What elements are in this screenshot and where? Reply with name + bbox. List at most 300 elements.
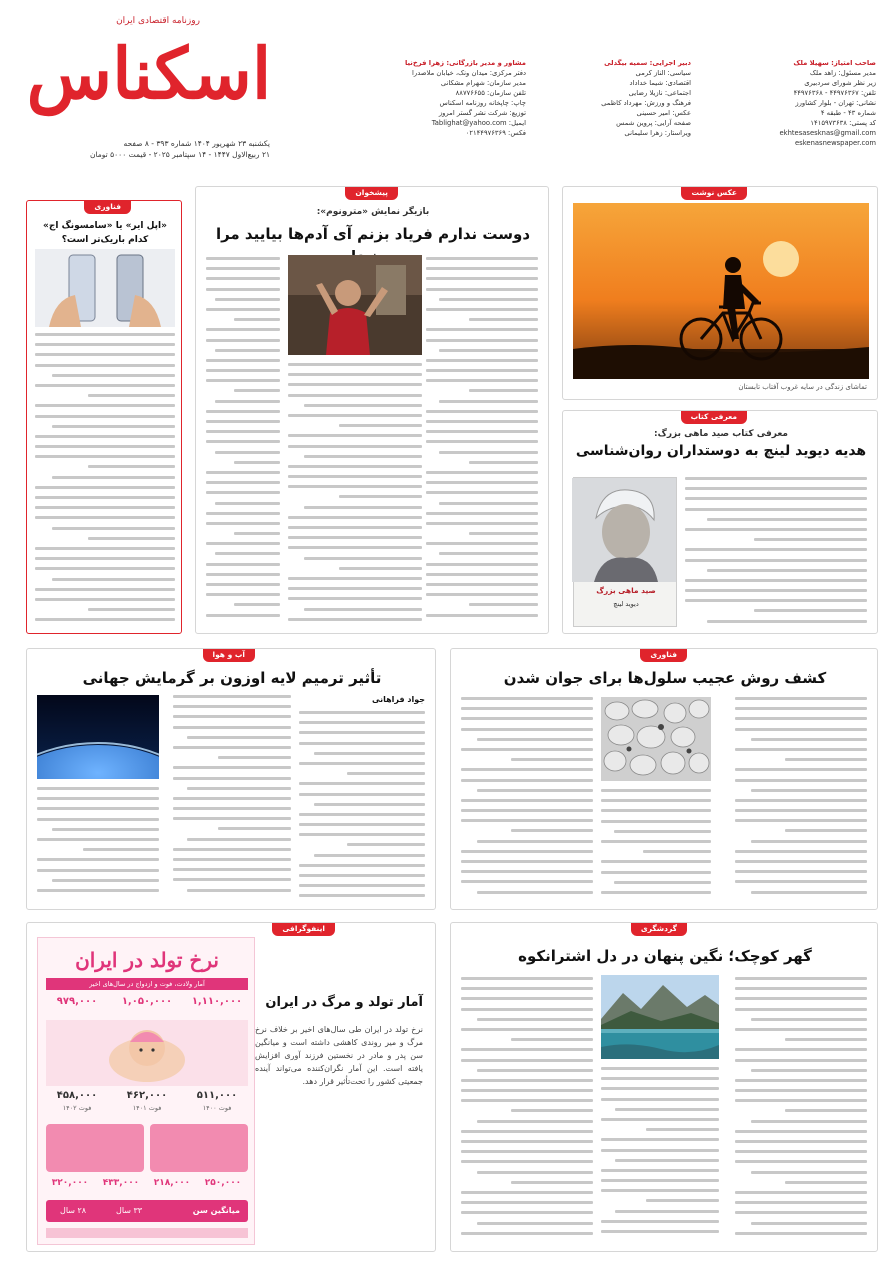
section-tag: فناوری — [640, 648, 687, 662]
book-cover — [573, 477, 677, 627]
text-line — [339, 495, 422, 498]
article-headline: «اپل ایر» یا «سامسونگ اج» کدام باریک‌تر است؟ — [43, 221, 167, 245]
text-line — [288, 363, 422, 366]
photo-article — [562, 186, 878, 400]
info-card — [46, 1124, 144, 1172]
text-line — [751, 1120, 867, 1123]
text-line — [52, 527, 175, 530]
text-line — [299, 782, 425, 785]
article-kicker: معرفی کتاب صید ماهی بزرگ: — [654, 429, 788, 439]
text-line — [461, 987, 593, 990]
text-line — [206, 328, 280, 331]
text-line — [735, 1028, 867, 1031]
text-line — [288, 597, 422, 600]
stat-value: ۲۱۸,۰۰۰ — [153, 1178, 191, 1188]
book-cover-title: صید ماهی بزرگ — [596, 586, 656, 595]
text-line — [234, 532, 280, 535]
article-kicker: بازیگر نمایش «مترونوم»: — [316, 207, 430, 217]
text-line — [426, 573, 538, 576]
text-line — [785, 829, 867, 832]
text-line — [469, 603, 538, 606]
article-body — [601, 1067, 719, 1245]
text-line — [751, 1069, 867, 1072]
text-line — [601, 1098, 719, 1101]
text-line — [426, 288, 538, 291]
text-line — [601, 1230, 719, 1233]
text-line — [751, 891, 867, 894]
text-line — [206, 359, 280, 362]
text-line — [35, 547, 175, 550]
text-line — [35, 364, 175, 367]
article-body — [37, 787, 159, 903]
text-line — [173, 705, 291, 708]
text-line — [426, 614, 538, 617]
text-line — [206, 277, 280, 280]
text-line — [206, 410, 280, 413]
text-line — [643, 850, 711, 853]
text-line — [735, 728, 867, 731]
text-line — [754, 538, 867, 541]
text-line — [35, 486, 175, 489]
text-line — [206, 573, 280, 576]
text-line — [426, 277, 538, 280]
section-tag: آب و هوا — [203, 648, 255, 662]
text-line — [646, 1199, 719, 1202]
text-line — [477, 840, 593, 843]
text-line — [461, 1089, 593, 1092]
text-line — [37, 889, 159, 892]
text-line — [35, 353, 175, 356]
text-line — [601, 1077, 719, 1080]
text-line — [288, 465, 422, 468]
text-line — [288, 618, 422, 621]
article-body — [299, 711, 425, 903]
author-portrait — [572, 478, 676, 582]
article-body — [288, 363, 422, 627]
text-line — [735, 697, 867, 700]
text-line — [511, 1109, 593, 1112]
text-line — [37, 869, 159, 872]
text-line — [426, 491, 538, 494]
text-line — [218, 827, 291, 830]
text-line — [461, 707, 593, 710]
text-line — [735, 809, 867, 812]
text-line — [461, 850, 593, 853]
text-line — [751, 1222, 867, 1225]
text-line — [461, 1099, 593, 1102]
text-line — [735, 717, 867, 720]
issue-line: ۲۱ ربیع‌الاول ۱۴۴۷ - ۱۴ سپتامبر ۲۰۲۵ - قیمت ۵۰۰۰ تومان — [89, 150, 270, 159]
text-line — [215, 298, 280, 301]
text-line — [35, 384, 175, 387]
text-line — [461, 860, 593, 863]
text-line — [735, 1232, 867, 1235]
text-line — [511, 1038, 593, 1041]
text-line — [601, 799, 711, 802]
text-line — [173, 868, 291, 871]
text-line — [206, 593, 280, 596]
text-line — [735, 987, 867, 990]
text-line — [461, 819, 593, 822]
text-line — [461, 768, 593, 771]
text-line — [37, 797, 159, 800]
text-line — [754, 609, 867, 612]
text-line — [614, 881, 711, 884]
stat-value: ۲۵۰,۰۰۰ — [204, 1178, 242, 1188]
text-line — [35, 404, 175, 407]
text-line — [461, 1130, 593, 1133]
text-line — [461, 1211, 593, 1214]
text-line — [37, 818, 159, 821]
text-line — [477, 1171, 593, 1174]
text-line — [206, 614, 280, 617]
text-line — [299, 742, 425, 745]
text-line — [461, 1150, 593, 1153]
text-line — [173, 715, 291, 718]
actor-photo — [288, 255, 422, 355]
text-line — [511, 829, 593, 832]
text-line — [288, 485, 422, 488]
text-line — [439, 552, 538, 555]
text-line — [439, 451, 538, 454]
text-line — [299, 884, 425, 887]
article-body — [601, 789, 711, 903]
text-line — [685, 477, 867, 480]
text-line — [314, 854, 425, 857]
text-line — [439, 400, 538, 403]
text-line — [735, 1099, 867, 1102]
text-line — [735, 1191, 867, 1194]
text-line — [37, 858, 159, 861]
text-line — [52, 425, 175, 428]
text-line — [735, 779, 867, 782]
text-line — [461, 1191, 593, 1194]
text-line — [735, 799, 867, 802]
text-line — [426, 430, 538, 433]
article-lead: نرخ تولد در ایران طی سال‌های اخیر بر خلاف نرخ مرگ و میر روندی کاهشی داشته است و میانگین سن پدر و مادر در نخستین فرزند آوری افزایش یافته است. این آمار نگران‌کننده می‌تواند آینده جمعیتی کشور را تحت‌تأثیر قرار دهد. — [255, 1025, 423, 1086]
text-line — [477, 738, 593, 741]
article-headline: تأثیر ترمیم لایه اوزون بر گرمایش جهانی — [82, 669, 382, 687]
text-line — [288, 394, 422, 397]
text-line — [35, 516, 175, 519]
text-line — [685, 599, 867, 602]
text-line — [206, 369, 280, 372]
text-line — [469, 461, 538, 464]
text-line — [304, 608, 422, 611]
ozone-article — [26, 648, 436, 910]
text-line — [206, 583, 280, 586]
text-line — [299, 731, 425, 734]
text-line — [88, 537, 175, 540]
text-line — [426, 522, 538, 525]
text-line — [187, 889, 291, 892]
text-line — [173, 726, 291, 729]
text-line — [288, 434, 422, 437]
text-line — [206, 308, 280, 311]
text-line — [37, 838, 159, 841]
text-line — [735, 880, 867, 883]
article-body — [206, 257, 280, 627]
text-line — [735, 870, 867, 873]
text-line — [234, 318, 280, 321]
text-line — [601, 789, 711, 792]
text-line — [461, 1160, 593, 1163]
stat-label: فوت ۱۴۰۲ — [62, 1104, 92, 1112]
section-tag: عکس نوشت — [681, 186, 747, 200]
text-line — [88, 608, 175, 611]
text-line — [461, 997, 593, 1000]
text-line — [426, 359, 538, 362]
staff-column-middle: دبیر اجرایی: سمیه بیگدلی سیاسی: الناز کرمی اقتصادی: شیما خداداد اجتماعی: نازیلا رضایی فرهنگ و ورزش: مهرداد کاظمی عکس: امیر حسینی صفحه آرایی: پروین شمس ویراستار: زهرا سلیمانی — [601, 59, 691, 137]
text-line — [299, 874, 425, 877]
stat-value: ۱,۰۵۰,۰۰۰ — [121, 996, 173, 1007]
text-line — [615, 1108, 719, 1111]
text-line — [601, 1189, 719, 1192]
text-line — [461, 809, 593, 812]
section-tag: فناوری — [84, 200, 131, 214]
text-line — [299, 864, 425, 867]
text-line — [469, 318, 538, 321]
text-line — [469, 389, 538, 392]
baby-illustration — [46, 1020, 248, 1086]
text-line — [173, 848, 291, 851]
text-line — [173, 695, 291, 698]
text-line — [35, 588, 175, 591]
text-line — [288, 587, 422, 590]
text-line — [173, 878, 291, 881]
logo-wordmark: اسکناس — [26, 32, 272, 115]
text-line — [215, 400, 280, 403]
text-line — [426, 369, 538, 372]
text-line — [461, 799, 593, 802]
text-line — [785, 758, 867, 761]
text-line — [601, 820, 711, 823]
text-line — [426, 308, 538, 311]
book-article — [562, 410, 878, 634]
text-line — [299, 721, 425, 724]
infographic-subtitle: آمار ولادت، فوت و ازدواج در سال‌های اخیر — [46, 978, 248, 990]
text-line — [299, 813, 425, 816]
text-line — [288, 546, 422, 549]
text-line — [35, 598, 175, 601]
text-line — [735, 1048, 867, 1051]
text-line — [461, 717, 593, 720]
age-note: میانگین سن — [192, 1206, 240, 1215]
text-line — [426, 542, 538, 545]
text-line — [751, 738, 867, 741]
section-tag: اینفوگرافی — [272, 922, 335, 936]
birth-infographic — [37, 937, 255, 1245]
text-line — [477, 891, 593, 894]
text-line — [735, 997, 867, 1000]
text-line — [735, 1059, 867, 1062]
article-headline: گهر کوچک؛ نگین پنهان در دل اشترانکوه — [518, 947, 812, 965]
text-line — [461, 977, 593, 980]
text-line — [288, 475, 422, 478]
text-line — [35, 415, 175, 418]
text-line — [751, 789, 867, 792]
stat-value: ۴۳۳,۰۰۰ — [102, 1178, 140, 1188]
text-line — [439, 298, 538, 301]
sunset-cyclist-photo — [573, 203, 869, 379]
text-line — [299, 762, 425, 765]
text-line — [299, 793, 425, 796]
text-line — [52, 828, 159, 831]
text-line — [314, 803, 425, 806]
article-body — [35, 333, 175, 629]
age-mother: ۲۸ سال — [60, 1206, 87, 1215]
text-line — [439, 349, 538, 352]
text-line — [477, 1018, 593, 1021]
section-tag: گردشگری — [631, 922, 687, 936]
text-line — [299, 894, 425, 897]
text-line — [614, 830, 711, 833]
text-line — [52, 374, 175, 377]
text-line — [707, 518, 867, 521]
text-line — [52, 578, 175, 581]
text-line — [299, 711, 425, 714]
text-line — [35, 445, 175, 448]
text-line — [304, 557, 422, 560]
text-line — [288, 577, 422, 580]
text-line — [35, 435, 175, 438]
text-line — [288, 536, 422, 539]
text-line — [426, 471, 538, 474]
stat-value: ۵۱۱,۰۰۰ — [196, 1090, 238, 1101]
masthead — [0, 0, 896, 172]
issue-info — [30, 138, 270, 160]
text-line — [601, 1169, 719, 1172]
text-line — [299, 823, 425, 826]
text-line — [735, 819, 867, 822]
text-line — [173, 777, 291, 780]
text-line — [707, 569, 867, 572]
text-line — [187, 838, 291, 841]
phones-photo — [35, 249, 175, 327]
text-line — [206, 471, 280, 474]
text-line — [35, 496, 175, 499]
text-line — [601, 809, 711, 812]
text-line — [206, 522, 280, 525]
article-body — [735, 697, 867, 903]
text-line — [601, 1087, 719, 1090]
text-line — [206, 257, 280, 260]
infographic-footer — [46, 1228, 248, 1238]
staff-column-left: مشاور و مدیر بازرگانی: زهرا فرخ‌نیا دفتر مرکزی: میدان ونک، خیابان ملاصدرا مدیر سازمان: شهرام مشکانی تلفن سازمان: ۸۸۷۷۶۶۵۵ چاپ: چاپخانه روزنامه اسکناس توزیع: شرکت نشر گستر امروز ایمیل: Tablighat@yahoo.com فکس: ۰۲۱۴۴۹۷۶۳۶۹ — [404, 59, 526, 137]
text-line — [461, 1201, 593, 1204]
text-line — [52, 879, 159, 882]
article-body — [461, 697, 593, 903]
article-headline: کشف روش عجیب سلول‌ها برای جوان شدن — [503, 669, 827, 687]
text-line — [83, 848, 159, 851]
text-line — [439, 502, 538, 505]
text-line — [685, 579, 867, 582]
text-line — [646, 1128, 719, 1131]
text-line — [735, 1160, 867, 1163]
article-headline: دوست ندارم فریاد بزنم آی آدم‌ها بیایید مرا — [215, 225, 531, 243]
text-line — [601, 1179, 719, 1182]
text-line — [52, 476, 175, 479]
text-line — [314, 752, 425, 755]
text-line — [215, 552, 280, 555]
article-body — [735, 977, 867, 1245]
text-line — [299, 833, 425, 836]
text-line — [735, 1150, 867, 1153]
article-body — [461, 977, 593, 1245]
text-line — [735, 1130, 867, 1133]
text-line — [347, 772, 425, 775]
text-line — [206, 379, 280, 382]
text-line — [707, 620, 867, 623]
text-line — [173, 858, 291, 861]
text-line — [206, 542, 280, 545]
text-line — [735, 850, 867, 853]
phones-article — [26, 200, 182, 634]
text-line — [426, 267, 538, 270]
text-line — [206, 420, 280, 423]
text-line — [339, 424, 422, 427]
article-headline: هدیه دیوید لینچ به دوستداران روان‌شناسی — [575, 443, 867, 459]
text-line — [288, 516, 422, 519]
text-line — [461, 779, 593, 782]
text-line — [426, 563, 538, 566]
text-line — [88, 465, 175, 468]
text-line — [304, 506, 422, 509]
text-line — [751, 1018, 867, 1021]
article-body — [685, 477, 867, 629]
text-line — [304, 455, 422, 458]
photo-caption: تماشای زندگی در سایه غروب آفتاب تابستان — [738, 383, 867, 391]
text-line — [215, 349, 280, 352]
theater-article — [195, 186, 549, 634]
text-line — [735, 860, 867, 863]
text-line — [35, 557, 175, 560]
deaths-row — [46, 1090, 248, 1118]
age-father: ۳۳ سال — [116, 1206, 143, 1215]
text-line — [601, 860, 711, 863]
text-line — [347, 843, 425, 846]
text-line — [173, 817, 291, 820]
text-line — [601, 891, 711, 894]
text-line — [234, 461, 280, 464]
text-line — [735, 977, 867, 980]
text-line — [206, 563, 280, 566]
text-line — [601, 1149, 719, 1152]
text-line — [37, 807, 159, 810]
text-line — [426, 420, 538, 423]
text-line — [35, 343, 175, 346]
text-line — [461, 1008, 593, 1011]
text-line — [426, 583, 538, 586]
text-line — [511, 758, 593, 761]
stat-label: فوت ۱۴۰۰ — [202, 1104, 232, 1112]
text-line — [601, 1067, 719, 1070]
text-line — [37, 787, 159, 790]
text-line — [35, 567, 175, 570]
text-line — [35, 506, 175, 509]
text-line — [685, 508, 867, 511]
text-line — [461, 1140, 593, 1143]
text-line — [785, 1181, 867, 1184]
lake-mountain-photo — [601, 975, 719, 1059]
text-line — [469, 532, 538, 535]
text-line — [461, 1059, 593, 1062]
article-headline: آمار تولد و مرگ در ایران — [265, 995, 423, 1010]
text-line — [461, 870, 593, 873]
text-line — [206, 481, 280, 484]
text-line — [785, 1109, 867, 1112]
text-line — [735, 1201, 867, 1204]
